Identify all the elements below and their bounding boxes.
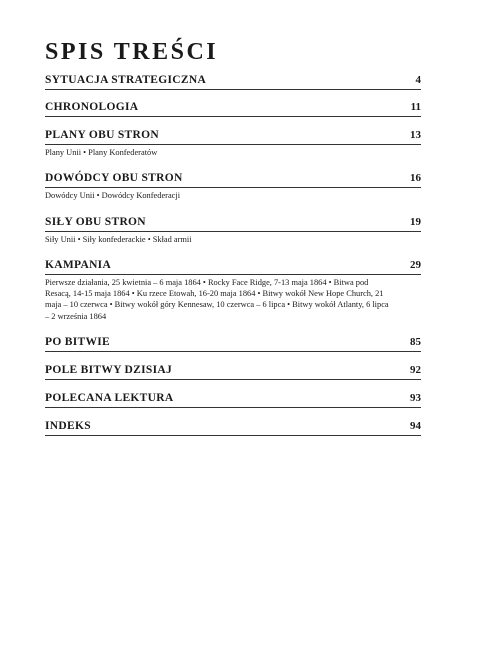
toc-entry-label: POLECANA LEKTURA <box>45 392 174 405</box>
toc-entry-subtopics: Siły Unii • Siły konfederackie • Skład armii <box>45 234 192 244</box>
toc-entry-page-number: 29 <box>410 258 421 271</box>
page-title: SPIS TREŚCI <box>45 39 219 65</box>
toc-entry-header <box>45 101 421 117</box>
toc-entry-label: KAMPANIA <box>45 258 112 271</box>
toc-entry-header <box>45 336 421 352</box>
toc-entry-label: POLE BITWY DZISIAJ <box>45 364 173 377</box>
toc-entry-sily-obu-stron[interactable] <box>45 216 421 245</box>
toc-entry-chronologia[interactable] <box>45 101 421 117</box>
toc-entry-label: DOWÓDCY OBU STRON <box>45 172 183 185</box>
toc-entry-header <box>45 129 421 145</box>
toc-entry-page-number: 94 <box>410 420 421 433</box>
toc-entry-header <box>45 420 421 436</box>
toc-entry-page-number: 93 <box>410 392 421 405</box>
toc-entry-subtopics: Pierwsze działania, 25 kwietnia – 6 maja 1864 • Rocky Face Ridge, 7-13 maja 1864 • Bitwa pod Resacą, 14-15 maja 1864 • Ku rzece Etowah, 16-20 maja 1864 • Bitwy wokół New Hope Church, 21 maja – 10 czerwca • Bitwy wokół góry Kennesaw, 10 czerwca – 6 lipca • Bitwy wokół Atlanty, 6 lipca – 2 września 1864 <box>45 277 389 321</box>
toc-entry-header <box>45 172 421 188</box>
toc-entry-header <box>45 364 421 380</box>
toc-entry-header <box>45 259 421 275</box>
toc-entry-label: CHRONOLOGIA <box>45 101 139 113</box>
toc-entry-page-number: 4 <box>415 74 421 86</box>
toc-entry-pole-bitwy-dzisiaj[interactable] <box>45 364 421 380</box>
toc-entry-polecana-lektura[interactable] <box>45 392 421 408</box>
toc-entry-page-number: 16 <box>410 172 421 185</box>
toc-entry-po-bitwie[interactable] <box>45 336 421 352</box>
toc-entry-indeks[interactable] <box>45 420 421 436</box>
toc-entry-dowodcy-obu-stron[interactable] <box>45 172 421 201</box>
toc-entry-label: PLANY OBU STRON <box>45 129 159 141</box>
toc-entry-label: SIŁY OBU STRON <box>45 215 146 228</box>
toc-entry-label: SYTUACJA STRATEGICZNA <box>45 74 207 86</box>
toc-entry-plany-obu-stron[interactable] <box>45 129 421 158</box>
toc-entry-header <box>45 74 421 90</box>
toc-entry-page-number: 85 <box>410 336 421 349</box>
toc-entry-page-number: 92 <box>410 364 421 377</box>
toc-entry-page-number: 11 <box>410 101 421 113</box>
toc-entry-label: PO BITWIE <box>45 336 111 349</box>
toc-entry-label: INDEKS <box>45 420 91 433</box>
toc-entry-page-number: 13 <box>410 129 421 141</box>
toc-entry-kampania[interactable] <box>45 259 421 322</box>
toc-page <box>45 38 421 436</box>
toc-entry-sytuacja-strategiczna[interactable] <box>45 74 421 90</box>
toc-entry-header <box>45 216 421 232</box>
toc-entry-subtopics: Plany Unii • Plany Konfederatów <box>45 148 158 157</box>
toc-entry-subtopics: Dowódcy Unii • Dowódcy Konfederacji <box>45 191 181 201</box>
toc-entry-page-number: 19 <box>410 215 421 228</box>
toc-entry-header <box>45 392 421 408</box>
